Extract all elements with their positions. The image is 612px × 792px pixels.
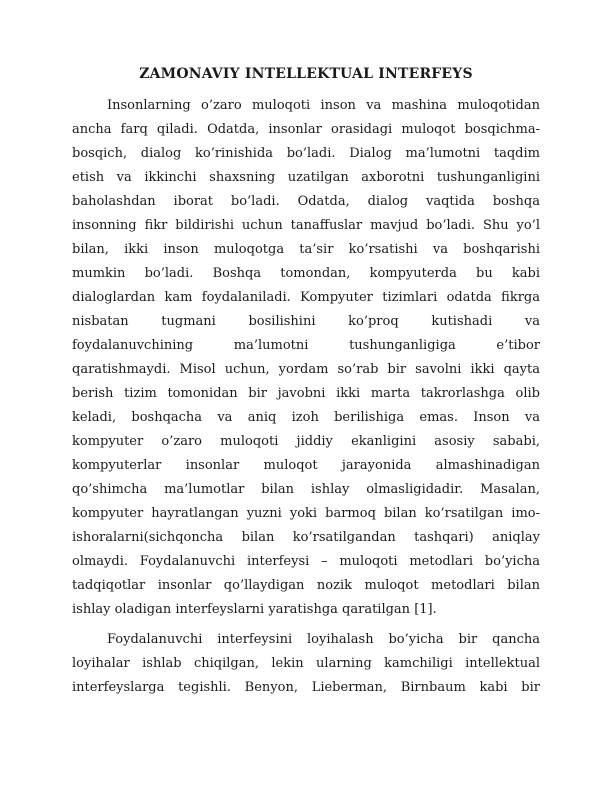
text-line: interfeyslarga tegishli. Benyon, Lieberman, Birnbaum kabi bir <box>72 680 540 695</box>
document-title: ZAMONAVIY INTELLEKTUAL INTERFEYS <box>139 66 473 82</box>
text-line: ancha farq qiladi. Odatda, insonlar orasidagi muloqot bosqichma- <box>72 122 540 137</box>
text-line: qaratishmaydi. Misol uchun, yordam so’rab bir savolni ikki qayta <box>72 362 540 377</box>
text-line: kompyuterlar insonlar muloqot jarayonida almashinadigan <box>72 458 540 473</box>
text-line: olmaydi. Foydalanuvchi interfeysi – muloqoti metodlari bo’yicha <box>72 554 540 569</box>
text-line: insonning fikr bildirishi uchun tanaffuslar mavjud bo’ladi. Shu yo’l <box>72 218 540 233</box>
text-line: ishoralarni(sichqoncha bilan ko’rsatilgandan tashqari) aniqlay <box>72 530 540 545</box>
text-line: dialoglardan kam foydalaniladi. Kompyuter tizimlari odatda fikrga <box>72 290 540 305</box>
text-line: kompyuter o’zaro muloqoti jiddiy ekanligini asosiy sababi, <box>72 434 540 449</box>
paragraph-1 <box>72 94 540 622</box>
text-line: Foydalanuvchi interfeysini loyihalash bo’yicha bir qancha <box>107 632 540 647</box>
text-line: tadqiqotlar insonlar qo’llaydigan nozik muloqot metodlari bilan <box>72 578 540 593</box>
text-line: foydalanuvchining ma’lumotni tushunganligiga e’tibor <box>72 338 540 353</box>
text-line: loyihalar ishlab chiqilgan, lekin ularning kamchiligi intellektual <box>72 656 540 671</box>
text-line: kompyuter hayratlangan yuzni yoki barmoq bilan ko’rsatilgan imo- <box>72 506 540 521</box>
document-body <box>72 62 540 700</box>
text-line: nisbatan tugmani bosilishini ko’proq kutishadi va <box>72 314 540 329</box>
text-line: Insonlarning o’zaro muloqoti inson va mashina muloqotidan <box>107 98 540 113</box>
text-line: baholashdan iborat bo’ladi. Odatda, dialog vaqtida boshqa <box>72 194 540 209</box>
text-line: bilan, ikki inson muloqotga ta’sir ko’rsatishi va boshqarishi <box>72 242 540 257</box>
text-line: etish va ikkinchi shaxsning uzatilgan axborotni tushunganligini <box>72 170 540 185</box>
text-line: keladi, boshqacha va aniq izoh berilishiga emas. Inson va <box>72 410 540 425</box>
text-line: ishlay oladigan interfeyslarni yaratishga qaratilgan [1]. <box>72 602 437 617</box>
paragraph-2 <box>72 628 540 700</box>
text-line: bosqich, dialog ko’rinishida bo’ladi. Dialog ma’lumotni taqdim <box>72 146 540 161</box>
text-line: qo’shimcha ma’lumotlar bilan ishlay olmasligidadir. Masalan, <box>72 482 540 497</box>
text-line: berish tizim tomonidan bir javobni ikki marta takrorlashga olib <box>72 386 540 401</box>
text-line: mumkin bo’ladi. Boshqa tomondan, kompyuterda bu kabi <box>72 266 540 281</box>
